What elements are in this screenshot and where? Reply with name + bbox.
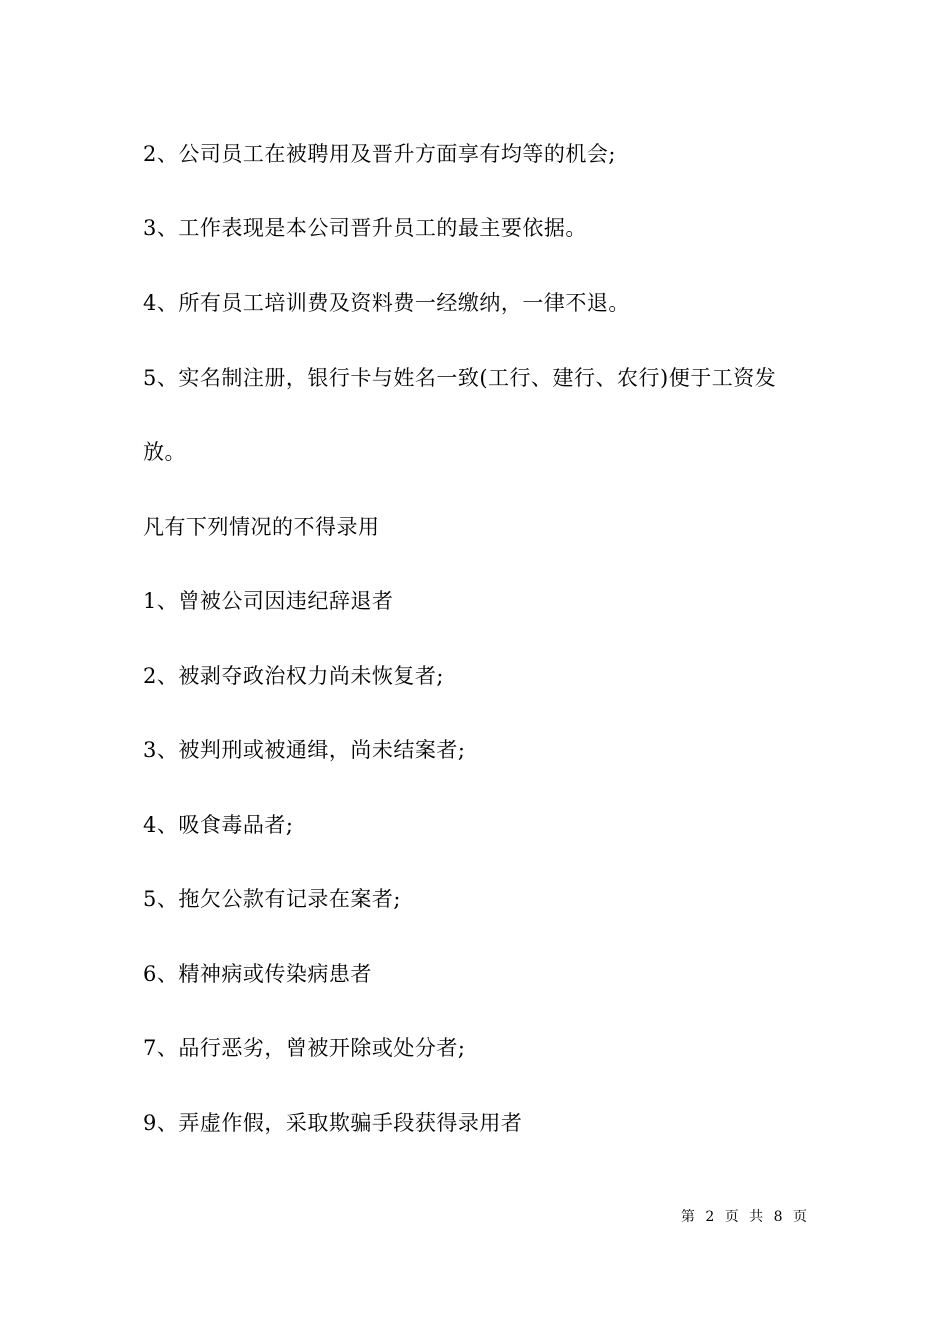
list-item-public-funds: 5、拖欠公款有记录在案者;: [143, 887, 401, 911]
page-number-footer: 第 2 页 共 8 页: [680, 1209, 810, 1225]
list-item-illness: 6、精神病或传染病患者: [143, 962, 372, 986]
paragraph-performance-basis: 3、工作表现是本公司晋升员工的最主要依据。: [143, 216, 587, 240]
paragraph-real-name-registration: 5、实名制注册，银行卡与姓名一致(工行、建行、农行)便于工资发放。: [143, 366, 777, 464]
list-item-drug-use: 4、吸食毒品者;: [143, 813, 294, 837]
list-item-political-rights: 2、被剥夺政治权力尚未恢复者;: [143, 664, 444, 688]
paragraph-fees-nonrefundable: 4、所有员工培训费及资料费一经缴纳，一律不退。: [143, 291, 630, 315]
paragraph-equal-opportunity: 2、公司员工在被聘用及晋升方面享有均等的机会;: [143, 142, 616, 166]
list-item-dismissed: 1、曾被公司因违纪辞退者: [143, 589, 394, 613]
list-item-misconduct: 7、品行恶劣，曾被开除或处分者;: [143, 1036, 466, 1060]
list-item-fraud: 9、弄虚作假，采取欺骗手段获得录用者: [143, 1111, 523, 1135]
section-heading-not-hired: 凡有下列情况的不得录用: [143, 515, 380, 539]
list-item-sentenced: 3、被判刑或被通缉，尚未结案者;: [143, 738, 466, 762]
